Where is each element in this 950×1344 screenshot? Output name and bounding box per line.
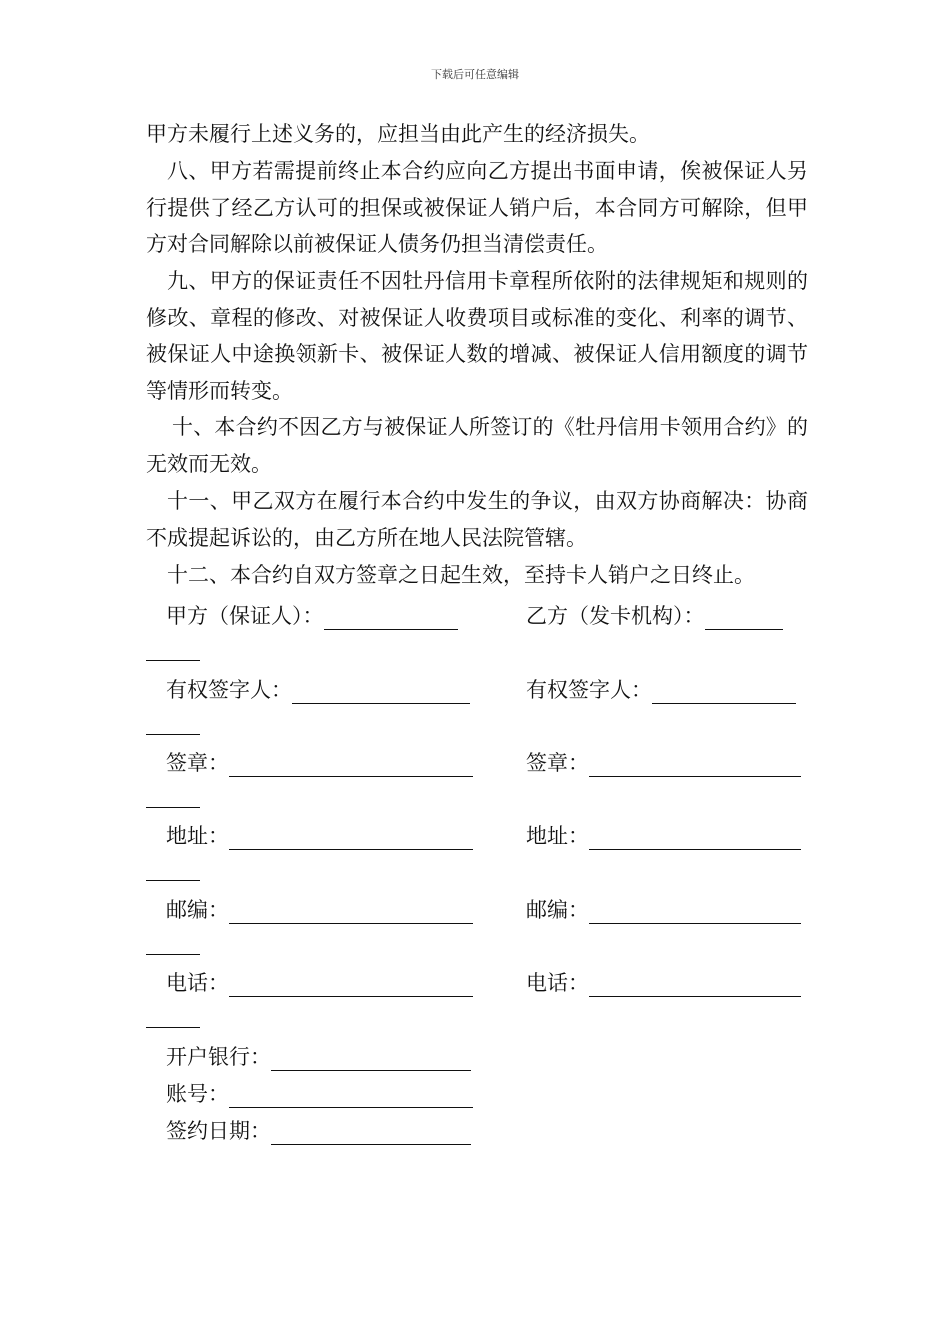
sign-date-blank[interactable]	[271, 1120, 471, 1145]
bank-blank[interactable]	[271, 1046, 471, 1071]
account-label: 账号：	[166, 1082, 229, 1106]
party-b-postcode-blank[interactable]	[589, 899, 801, 924]
signature-row-address	[146, 820, 808, 856]
party-a-seal-label: 签章：	[166, 751, 229, 775]
clause-8: 八、甲方若需提前终止本合约应向乙方提出书面申请，俟被保证人另行提供了经乙方认可的担保或被保证人销户后，本合同方可解除，但甲方对合同解除以前被保证人债务仍担当清偿责任。	[146, 159, 808, 256]
party-b-phone-blank[interactable]	[589, 972, 801, 997]
party-a-blank[interactable]	[324, 605, 458, 630]
party-a-address-label: 地址：	[166, 824, 229, 848]
party-a-phone-blank[interactable]	[229, 972, 473, 997]
party-b-phone-label: 电话：	[526, 971, 589, 995]
clause-12: 十二、本合约自双方签章之日起生效，至持卡人销户之日终止。	[167, 563, 755, 587]
clause-9: 九、甲方的保证责任不因牡丹信用卡章程所依附的法律规矩和规则的修改、章程的修改、对被保证人收费项目或标准的变化、利率的调节、被保证人中途换领新卡、被保证人数的增减、被保证人信用额度的调节等情形而转变。	[146, 269, 808, 403]
party-b-address-label: 地址：	[526, 824, 589, 848]
party-a-signatory-blank[interactable]	[292, 679, 470, 704]
party-b-signatory-label: 有权签字人：	[526, 678, 652, 702]
account-blank[interactable]	[229, 1083, 473, 1108]
party-a-postcode-blank[interactable]	[229, 899, 473, 924]
paragraph-continuation: 甲方未履行上述义务的，应担当由此产生的经济损失。	[146, 122, 650, 146]
party-b-blank-continued	[146, 660, 200, 661]
party-b-blank[interactable]	[705, 605, 783, 630]
party-a-postcode-label: 邮编：	[166, 898, 229, 922]
signature-row-seal	[146, 747, 808, 783]
seal-blank-continued	[146, 807, 200, 808]
bank-field	[166, 1041, 471, 1071]
postcode-blank-continued	[146, 954, 200, 955]
sign-date-field	[166, 1115, 471, 1145]
clause-11: 十一、甲乙双方在履行本合约中发生的争议，由双方协商解决：协商不成提起诉讼的，由乙方所在地人民法院管辖。	[146, 489, 808, 550]
party-b-postcode-label: 邮编：	[526, 898, 589, 922]
party-b-seal-label: 签章：	[526, 751, 589, 775]
signature-row-phone	[146, 967, 808, 1003]
party-b-address-blank[interactable]	[589, 825, 801, 850]
signatory-blank-continued	[146, 734, 200, 735]
account-field	[166, 1078, 473, 1108]
sign-date-label: 签约日期：	[166, 1119, 271, 1143]
party-a-phone-label: 电话：	[166, 971, 229, 995]
party-b-seal-blank[interactable]	[589, 752, 801, 777]
signature-row-postcode	[146, 894, 808, 930]
party-a-address-blank[interactable]	[229, 825, 473, 850]
signature-row-signatory	[146, 674, 808, 710]
signature-row-party	[146, 600, 808, 636]
address-blank-continued	[146, 880, 200, 881]
party-a-seal-blank[interactable]	[229, 752, 473, 777]
party-b-signatory-blank[interactable]	[652, 679, 796, 704]
party-a-label: 甲方（保证人）：	[166, 604, 324, 628]
page-header-note: 下载后可任意编辑	[431, 68, 519, 81]
clause-10: 十、本合约不因乙方与被保证人所签订的《牡丹信用卡领用合约》的无效而无效。	[146, 415, 808, 476]
party-a-signatory-label: 有权签字人：	[166, 678, 292, 702]
phone-blank-continued	[146, 1027, 200, 1028]
bank-label: 开户银行：	[166, 1045, 271, 1069]
party-b-label: 乙方（发卡机构）：	[526, 604, 705, 628]
